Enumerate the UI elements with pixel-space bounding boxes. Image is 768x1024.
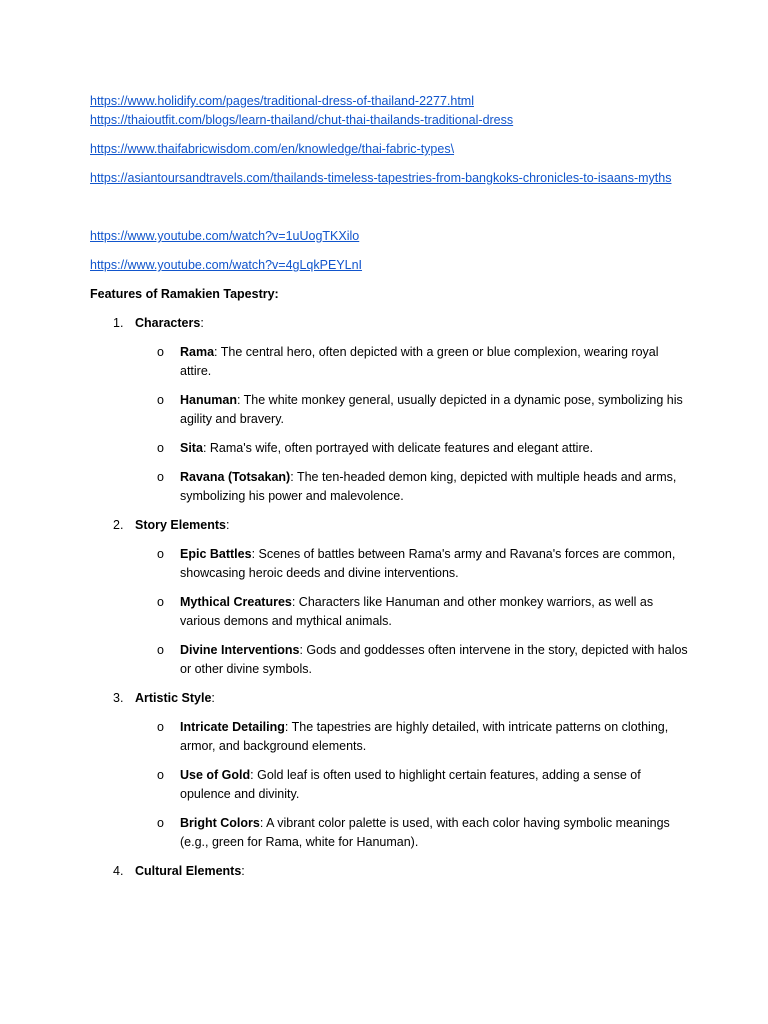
list-item [135,641,690,679]
list-item [135,439,690,458]
feature-characters [90,314,690,506]
item-text: : Scenes of battles between Rama's army and Ravana's forces are common, showcasing heroic deeds and divine interventions. [180,547,676,580]
spacer [90,246,690,256]
sub-list [135,718,690,852]
bullet-icon: o [157,595,164,609]
list-number: 3. [113,691,124,705]
list-item [135,545,690,583]
bullet-icon: o [157,393,164,407]
item-text: : The ten-headed demon king, depicted with multiple heads and arms, symbolizing his power and malevolence. [180,470,677,503]
feature-title: Cultural Elements [135,864,242,878]
bullet-icon: o [157,345,164,359]
colon: : [211,691,215,705]
reference-link-youtube-2[interactable]: https://www.youtube.com/watch?v=4gLqkPEYLnI [90,258,363,272]
item-text: : Rama's wife, often portrayed with delicate features and elegant attire. [202,441,594,455]
section-heading: Features of Ramakien Tapestry: [90,287,279,301]
item-title: Ravana (Totsakan) [180,470,291,484]
list-number: 4. [113,864,124,878]
reference-link-thaioutfit[interactable]: https://thaioutfit.com/blogs/learn-thailand/chut-thai-thailands-traditional-dress [90,113,514,127]
item-title: Intricate Detailing [180,720,285,734]
reference-link-thaifabricwisdom[interactable]: https://www.thaifabricwisdom.com/en/knowledge/thai-fabric-types\ [90,142,455,156]
bullet-icon: o [157,441,164,455]
item-text: : Characters like Hanuman and other monkey warriors, as well as various demons and mythical animals. [180,595,654,628]
colon: : [226,518,230,532]
feature-title: Characters [135,316,201,330]
reference-link-asiantours[interactable]: https://asiantoursandtravels.com/thailands-timeless-tapestries-from-bangkoks-chronicles-to-isaans-myths [90,171,672,185]
reference-link-youtube-1[interactable]: https://www.youtube.com/watch?v=1uUogTKXilo [90,229,360,243]
list-item [135,593,690,631]
bullet-icon: o [157,720,164,734]
bullet-icon: o [157,768,164,782]
list-item [135,343,690,381]
spacer [90,159,690,169]
feature-artistic-style [90,689,690,852]
bullet-icon: o [157,816,164,830]
colon: : [241,864,245,878]
list-item [135,814,690,852]
item-title: Bright Colors [180,816,260,830]
spacer [90,188,690,227]
bullet-icon: o [157,643,164,657]
spacer [90,130,690,140]
bullet-icon: o [157,470,164,484]
sub-list [135,343,690,506]
item-text: : The white monkey general, usually depicted in a dynamic pose, symbolizing his agility and bravery. [180,393,683,426]
item-text: : The central hero, often depicted with a green or blue complexion, wearing royal attire. [180,345,659,378]
item-title: Divine Interventions [180,643,300,657]
list-item [135,468,690,506]
list-number: 1. [113,316,124,330]
bullet-icon: o [157,547,164,561]
item-title: Sita [180,441,203,455]
item-text: : Gold leaf is often used to highlight certain features, adding a sense of opulence and divinity. [180,768,641,801]
colon: : [200,316,204,330]
feature-title: Artistic Style [135,691,212,705]
sub-list [135,545,690,679]
document-body [90,92,690,891]
feature-title: Story Elements [135,518,227,532]
list-item [135,766,690,804]
item-title: Use of Gold [180,768,251,782]
list-number: 2. [113,518,124,532]
item-title: Rama [180,345,215,359]
item-text: : Gods and goddesses often intervene in the story, depicted with halos or other divine symbols. [180,643,688,676]
reference-link-holidify[interactable]: https://www.holidify.com/pages/traditional-dress-of-thailand-2277.html [90,94,474,108]
feature-story-elements [90,516,690,679]
features-list [90,314,690,881]
item-title: Epic Battles [180,547,252,561]
list-item [135,391,690,429]
list-item [135,718,690,756]
item-text: : A vibrant color palette is used, with each color having symbolic meanings (e.g., green for Rama, white for Hanuman). [180,816,670,849]
item-text: : The tapestries are highly detailed, with intricate patterns on clothing, armor, and background elements. [180,720,669,753]
item-title: Hanuman [180,393,237,407]
feature-cultural-elements [90,862,690,881]
item-title: Mythical Creatures [180,595,292,609]
